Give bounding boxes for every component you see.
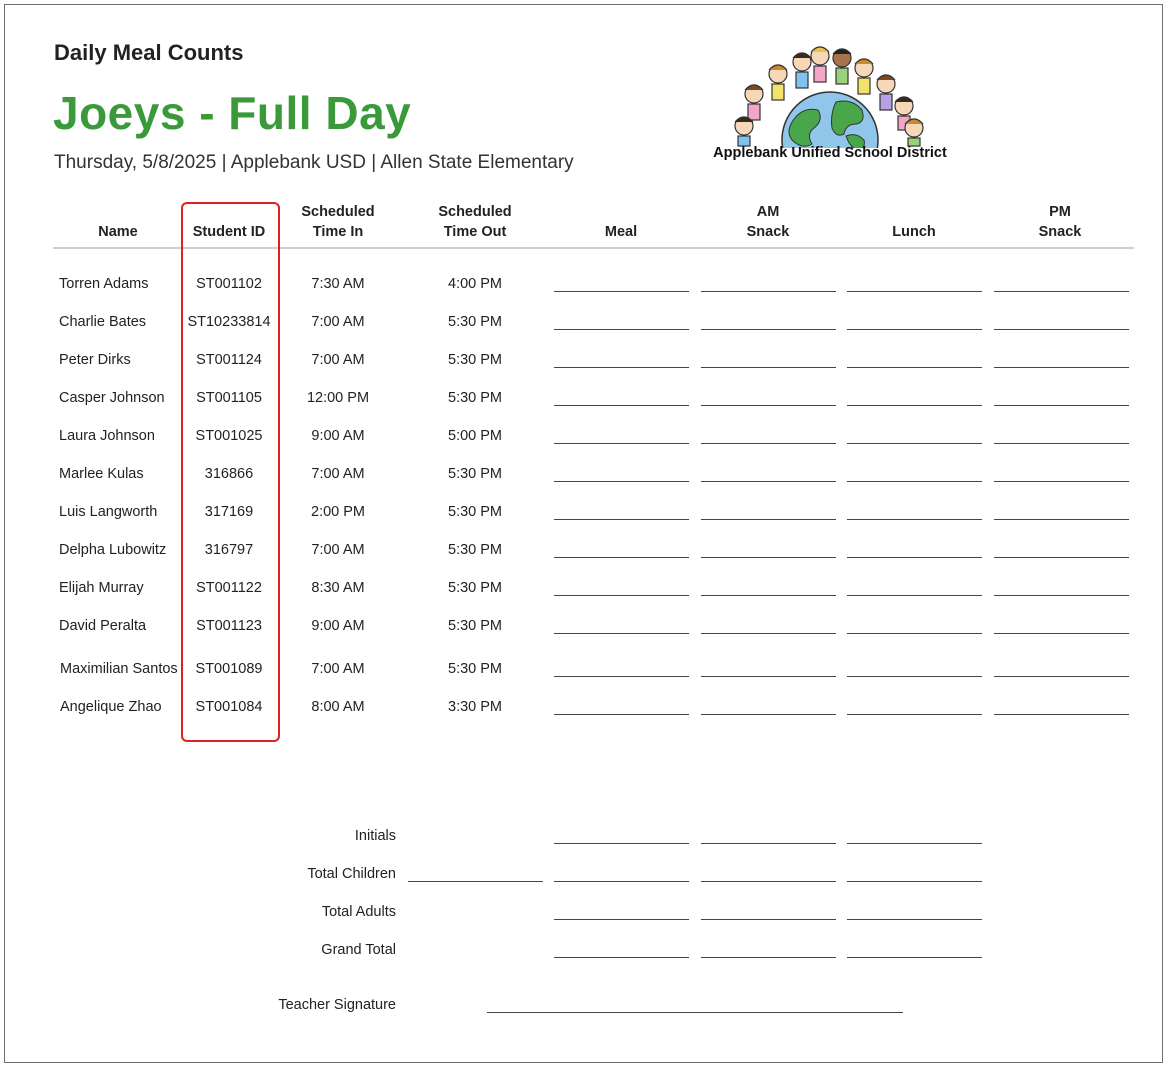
column-header-name: Name — [98, 224, 138, 240]
scheduled-time-in: 9:00 AM — [311, 618, 365, 634]
meal-entry-line[interactable] — [554, 405, 689, 406]
student-id: ST001124 — [196, 352, 262, 368]
scheduled-time-in: 7:00 AM — [311, 352, 365, 368]
student-name: Elijah Murray — [59, 580, 144, 596]
report-subtitle: Daily Meal Counts — [54, 40, 244, 65]
meal-entry-line[interactable] — [554, 329, 689, 330]
total-adults-meal-line[interactable] — [554, 919, 689, 920]
student-name: Charlie Bates — [59, 314, 147, 330]
am-snack-entry-line[interactable] — [701, 329, 836, 330]
student-id: 316797 — [204, 542, 254, 558]
grand-total-label: Grand Total — [321, 942, 396, 958]
meal-entry-line[interactable] — [554, 367, 689, 368]
student-name: Torren Adams — [59, 276, 149, 292]
pm-snack-entry-line[interactable] — [994, 519, 1129, 520]
meal-entry-line[interactable] — [554, 519, 689, 520]
scheduled-time-in: 8:00 AM — [311, 699, 365, 715]
column-header-student-id: Student ID — [192, 224, 266, 240]
meal-entry-line[interactable] — [554, 481, 689, 482]
student-name: Peter Dirks — [59, 352, 131, 368]
meal-entry-line[interactable] — [554, 714, 689, 715]
meal-entry-line[interactable] — [554, 595, 689, 596]
teacher-signature-line[interactable] — [487, 1012, 903, 1013]
district-name: Applebank Unified School District — [713, 145, 947, 161]
student-id: ST001122 — [196, 580, 262, 596]
am-snack-entry-line[interactable] — [701, 676, 836, 677]
pm-snack-entry-line[interactable] — [994, 443, 1129, 444]
scheduled-time-in: 2:00 PM — [311, 504, 365, 520]
student-name: Delpha Lubowitz — [59, 542, 167, 558]
pm-snack-entry-line[interactable] — [994, 676, 1129, 677]
scheduled-time-out: 5:30 PM — [448, 504, 502, 520]
scheduled-time-out: 5:30 PM — [448, 661, 502, 677]
scheduled-time-in: 8:30 AM — [311, 580, 365, 596]
student-name: Angelique Zhao — [60, 699, 162, 715]
lunch-entry-line[interactable] — [847, 481, 982, 482]
student-id: ST001025 — [195, 428, 263, 444]
total-adults-lunch-line[interactable] — [847, 919, 982, 920]
student-id: ST001123 — [196, 618, 262, 634]
pm-snack-entry-line[interactable] — [994, 595, 1129, 596]
scheduled-time-in: 7:00 AM — [311, 314, 365, 330]
am-snack-entry-line[interactable] — [701, 595, 836, 596]
am-snack-entry-line[interactable] — [701, 557, 836, 558]
student-name: Luis Langworth — [59, 504, 158, 520]
total-adults-label: Total Adults — [321, 904, 396, 920]
initials-lunch-line[interactable] — [847, 843, 982, 844]
pm-snack-entry-line[interactable] — [994, 367, 1129, 368]
scheduled-time-out: 5:30 PM — [448, 542, 502, 558]
total-children-label: Total Children — [307, 866, 396, 882]
student-id: ST10233814 — [187, 314, 271, 330]
report-title: Joeys - Full Day — [53, 87, 412, 139]
lunch-entry-line[interactable] — [847, 676, 982, 677]
teacher-signature-label: Teacher Signature — [278, 997, 396, 1013]
lunch-entry-line[interactable] — [847, 291, 982, 292]
student-name: Marlee Kulas — [59, 466, 144, 482]
column-header-lunch: Lunch — [892, 224, 936, 240]
total-adults-am-snack-line[interactable] — [701, 919, 836, 920]
lunch-entry-line[interactable] — [847, 443, 982, 444]
pm-snack-entry-line[interactable] — [994, 405, 1129, 406]
scheduled-time-in: 7:00 AM — [311, 542, 365, 558]
student-name: Casper Johnson — [59, 390, 165, 406]
meal-entry-line[interactable] — [554, 291, 689, 292]
student-id-highlight — [181, 202, 280, 742]
lunch-entry-line[interactable] — [847, 714, 982, 715]
student-name: David Peralta — [59, 618, 147, 634]
lunch-entry-line[interactable] — [847, 329, 982, 330]
am-snack-entry-line[interactable] — [701, 519, 836, 520]
meal-entry-line[interactable] — [554, 633, 689, 634]
scheduled-time-in: 12:00 PM — [306, 390, 370, 406]
grand-total-lunch-line[interactable] — [847, 957, 982, 958]
am-snack-entry-line[interactable] — [701, 367, 836, 368]
scheduled-time-in: 7:00 AM — [311, 466, 365, 482]
column-header-time-out: Scheduled Time Out — [438, 204, 512, 240]
meal-entry-line[interactable] — [554, 443, 689, 444]
am-snack-entry-line[interactable] — [701, 405, 836, 406]
student-id: 316866 — [204, 466, 254, 482]
pm-snack-entry-line[interactable] — [994, 714, 1129, 715]
scheduled-time-out: 5:30 PM — [448, 580, 502, 596]
student-id: ST001102 — [196, 276, 262, 292]
student-id: ST001089 — [195, 661, 263, 677]
scheduled-time-out: 5:30 PM — [448, 352, 502, 368]
am-snack-entry-line[interactable] — [701, 443, 836, 444]
scheduled-time-out: 3:30 PM — [448, 699, 502, 715]
initials-am-snack-line[interactable] — [701, 843, 836, 844]
scheduled-time-out: 5:30 PM — [448, 466, 502, 482]
column-header-meal: Meal — [604, 224, 638, 240]
scheduled-time-out: 4:00 PM — [448, 276, 502, 292]
student-name: Laura Johnson — [59, 428, 155, 444]
total-children-meal-line[interactable] — [554, 881, 689, 882]
student-id: ST001084 — [195, 699, 263, 715]
column-header-time-in: Scheduled Time In — [301, 204, 375, 240]
am-snack-entry-line[interactable] — [701, 633, 836, 634]
student-name: Maximilian Santos — [60, 661, 178, 677]
scheduled-time-out: 5:30 PM — [448, 390, 502, 406]
pm-snack-entry-line[interactable] — [994, 633, 1129, 634]
pm-snack-entry-line[interactable] — [994, 481, 1129, 482]
pm-snack-entry-line[interactable] — [994, 329, 1129, 330]
scheduled-time-out: 5:30 PM — [448, 618, 502, 634]
initials-meal-line[interactable] — [554, 843, 689, 844]
scheduled-time-in: 9:00 AM — [311, 428, 365, 444]
lunch-entry-line[interactable] — [847, 367, 982, 368]
lunch-entry-line[interactable] — [847, 557, 982, 558]
student-id: 317169 — [204, 504, 254, 520]
total-children-extra-line[interactable] — [408, 881, 543, 882]
scheduled-time-out: 5:00 PM — [448, 428, 502, 444]
report-dateline: Thursday, 5/8/2025 | Applebank USD | Allen State Elementary — [54, 152, 574, 173]
column-header-pm-snack: PM Snack — [1038, 204, 1082, 240]
total-children-lunch-line[interactable] — [847, 881, 982, 882]
initials-label: Initials — [354, 828, 396, 844]
lunch-entry-line[interactable] — [847, 595, 982, 596]
grand-total-am-snack-line[interactable] — [701, 957, 836, 958]
meal-entry-line[interactable] — [554, 557, 689, 558]
am-snack-entry-line[interactable] — [701, 714, 836, 715]
student-id: ST001105 — [196, 390, 262, 406]
am-snack-entry-line[interactable] — [701, 481, 836, 482]
total-children-am-snack-line[interactable] — [701, 881, 836, 882]
scheduled-time-in: 7:30 AM — [311, 276, 365, 292]
meal-entry-line[interactable] — [554, 676, 689, 677]
scheduled-time-out: 5:30 PM — [448, 314, 502, 330]
column-header-am-snack: AM Snack — [746, 204, 790, 240]
pm-snack-entry-line[interactable] — [994, 291, 1129, 292]
lunch-entry-line[interactable] — [847, 405, 982, 406]
scheduled-time-in: 7:00 AM — [311, 661, 365, 677]
grand-total-meal-line[interactable] — [554, 957, 689, 958]
am-snack-entry-line[interactable] — [701, 291, 836, 292]
lunch-entry-line[interactable] — [847, 633, 982, 634]
pm-snack-entry-line[interactable] — [994, 557, 1129, 558]
lunch-entry-line[interactable] — [847, 519, 982, 520]
